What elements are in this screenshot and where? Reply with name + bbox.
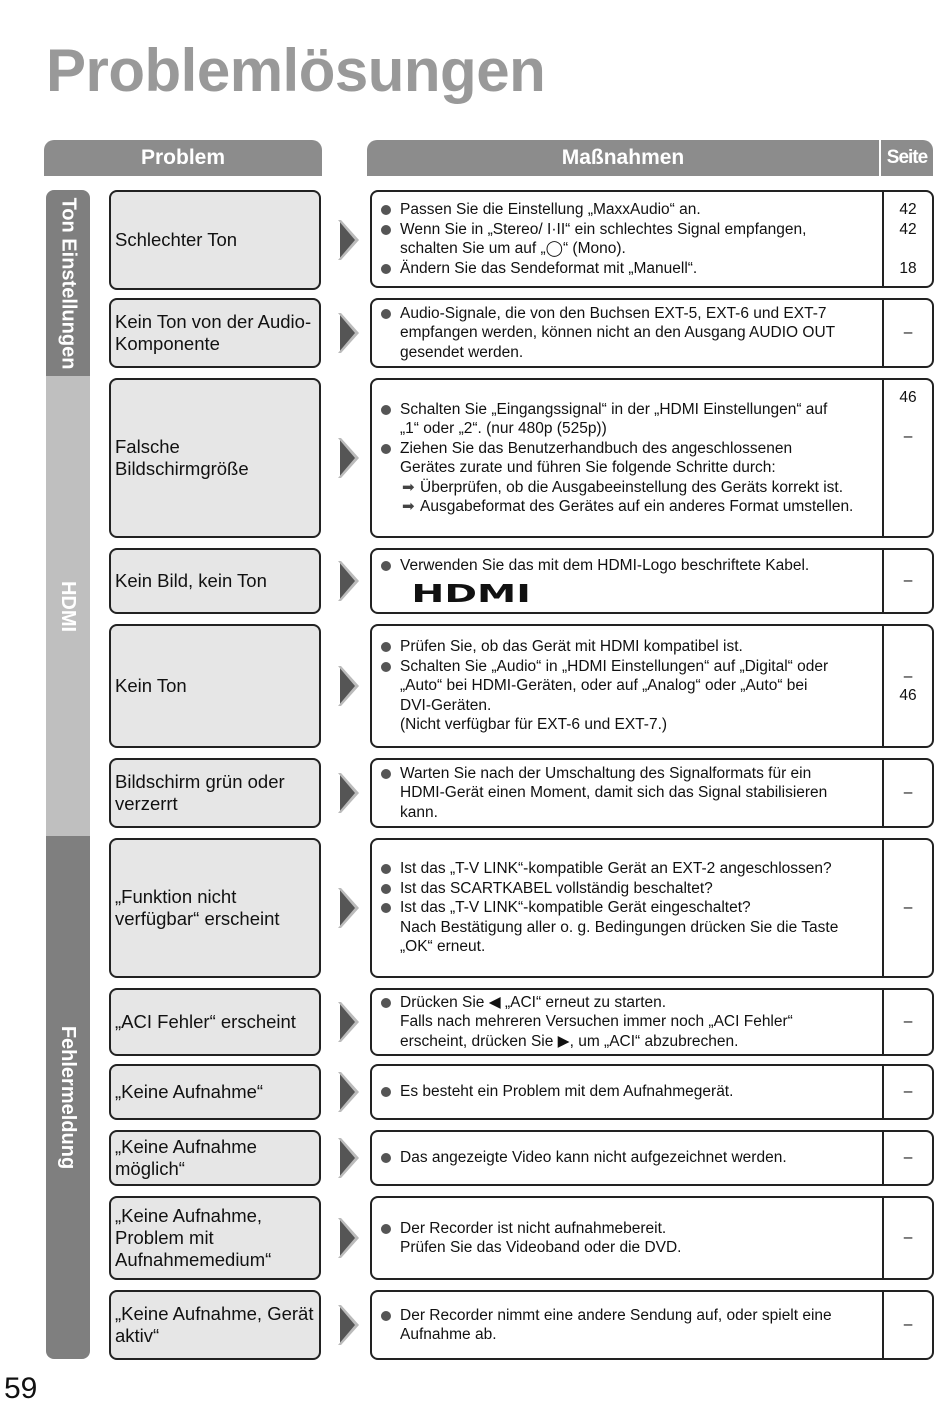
measure-text: schalten Sie um auf „◯“ (Mono). [400,240,626,257]
problem-label: Bildschirm grün oder verzerrt [115,771,285,814]
measure-bullet [378,304,878,324]
page-reference: 18 [899,259,917,277]
problem-cell [109,1290,321,1360]
measure-text: „1“ oder „2“. (nur 480p (525p)) [400,420,607,437]
arrow-right-icon [337,771,361,815]
measure-line [378,1012,878,1032]
section-tab-fehler [46,836,90,1359]
problem-cell [109,1130,321,1186]
measure-bullet [378,259,878,279]
problem-label: „Keine Aufnahme“ [115,1081,264,1102]
measure-text: Warten Sie nach der Umschaltung des Signalformats für ein [400,764,812,782]
measure-bullet [378,657,878,677]
measure-text: „Auto“ bei HDMI-Geräten, oder auf „Analog“ oder „Auto“ bei [400,677,808,695]
problem-cell [109,758,321,828]
measure-line [378,1238,878,1258]
measure-text: Der Recorder nimmt eine andere Sendung auf, oder spielt eine [400,1306,832,1324]
measure-text: Gerätes zurate und führen Sie folgende Schritte durch: [400,459,776,476]
measure-line [378,783,878,803]
measure-cell [370,548,934,614]
measure-text: Ist das „T-V LINK“-kompatible Gerät an EXT-2 angeschlossen? [400,860,832,878]
measure-text: Drücken Sie ◀ „ACI“ erneut zu starten. [400,993,667,1011]
measure-list [372,1198,882,1278]
measure-text: Schalten Sie „Audio“ in „HDMI Einstellungen“ auf „Digital“ oder [400,657,829,675]
measure-text: Prüfen Sie das Videoband oder die DVD. [400,1239,682,1256]
page-reference-cell [882,300,932,366]
arrow-step-icon: ➡ [402,498,415,515]
page-reference-cell [882,1292,932,1358]
measure-list [372,760,882,826]
arrow-right-icon [337,1136,361,1180]
measure-list [372,300,882,366]
page-reference: – [903,324,913,342]
measure-text: HDMI-Gerät einen Moment, damit sich das Signal stabilisieren [400,784,828,802]
header-problem: Problem [44,140,322,176]
measure-line [378,937,878,957]
page-reference-cell [882,1132,932,1184]
measure-text: erscheint, drücken Sie ▶, um „ACI“ abzubrechen. [400,1032,739,1050]
problem-label: Kein Ton von der Audio-Komponente [115,311,312,354]
measure-cell [370,838,934,978]
measure-text: Falls nach mehreren Versuchen immer noch „ACI Fehler“ [400,1013,793,1031]
measure-text: Ausgabeformat des Gerätes auf ein anderes Format umstellen. [420,498,854,515]
measure-bullet [378,1148,878,1168]
measure-text: kann. [400,803,438,821]
measure-cell [370,1290,934,1360]
measure-bullet [378,764,878,784]
problem-label: Schlechter Ton [115,229,238,250]
page-reference: – [903,572,913,590]
measure-substep [378,497,878,517]
measure-line [378,696,878,716]
page-reference-cell [882,1066,932,1118]
arrow-right-icon [337,664,361,708]
measure-text: Es besteht ein Problem mit dem Aufnahmegerät. [400,1083,734,1101]
measure-list [372,840,882,976]
measure-text: „OK“ erneut. [400,938,486,956]
measure-text: Ziehen Sie das Benutzerhandbuch des angeschlossenen [400,439,793,457]
measure-text: Das angezeigte Video kann nicht aufgezeichnet werden. [400,1149,787,1167]
measure-bullet [378,439,878,459]
problem-cell [109,1196,321,1280]
arrow-right-icon [337,218,361,262]
page-reference-cell [882,840,932,976]
measure-line [378,239,878,259]
page-reference: 46 [899,389,917,406]
measure-line [378,1032,878,1052]
page-title: Problemlösungen [46,37,546,104]
page-reference: – [903,1083,913,1101]
hdmi-logo [402,582,542,605]
measure-cell [370,190,934,288]
section-tab-hdmi [46,376,90,836]
measure-bullet [378,556,878,576]
measure-text: Audio-Signale, die von den Buchsen EXT-5, EXT-6 und EXT-7 [400,304,827,322]
measure-cell [370,1196,934,1280]
problem-cell [109,624,321,748]
arrow-right-icon [337,1216,361,1260]
measure-line [378,918,878,938]
measure-text: DVI-Geräten. [400,696,492,714]
page-reference-cell [882,626,932,746]
page-reference-cell [882,550,932,612]
section-tab-ton [46,190,90,376]
page-reference: – [903,1149,913,1167]
arrow-right-icon [337,311,361,355]
measure-text: Nach Bestätigung aller o. g. Bedingungen drücken Sie die Taste [400,918,839,936]
measure-cell [370,378,934,538]
measure-list [372,550,882,612]
page-reference: 42 [899,201,917,218]
arrow-step-icon: ➡ [402,478,415,496]
problem-label: Falsche Bildschirmgröße [115,436,249,479]
page-reference-cell [882,760,932,826]
measure-text: (Nicht verfügbar für EXT-6 und EXT-7.) [400,716,668,734]
page-reference: 42 [899,220,917,238]
page-reference [884,239,932,259]
problem-cell [109,838,321,978]
problem-label: „Keine Aufnahme, Problem mit Aufnahmemedium“ [115,1205,272,1270]
arrow-right-icon [337,559,361,603]
page-reference: – [903,1316,913,1334]
problem-label: „ACI Fehler“ erscheint [115,1011,296,1032]
measure-text: Verwenden Sie das mit dem HDMI-Logo beschriftete Kabel. [400,557,810,574]
problem-cell [109,548,321,614]
page-reference: 46 [899,687,917,704]
page-number: 59 [4,1372,38,1405]
measure-bullet [378,1306,878,1326]
measure-text: Wenn Sie in „Stereo/ I·II“ ein schlechtes Signal empfangen, [400,220,807,238]
problem-cell [109,988,321,1056]
measure-text: empfangen werden, können nicht an den Ausgang AUDIO OUT [400,324,836,342]
page-reference [884,408,932,428]
page-reference-cell [882,380,932,536]
problem-cell [109,1064,321,1120]
arrow-right-icon [337,1000,361,1044]
measure-list [372,626,882,746]
measure-text: Prüfen Sie, ob das Gerät mit HDMI kompatibel ist. [400,638,743,656]
measure-list [372,990,882,1054]
section-label-hdmi: HDMI [57,580,80,632]
problem-label: „Keine Aufnahme möglich“ [115,1136,257,1179]
arrow-right-icon [337,886,361,930]
measure-text: Schalten Sie „Eingangssignal“ in der „HDMI Einstellungen“ auf [400,400,828,418]
measure-text: Der Recorder ist nicht aufnahmebereit. [400,1219,667,1237]
hdmi-logo-text: HDMI [411,581,531,604]
problem-label: „Funktion nicht verfügbar“ erscheint [115,886,280,929]
page-reference: – [903,1229,913,1247]
measure-list [372,1292,882,1358]
page-reference: – [903,667,913,685]
measure-line [378,323,878,343]
measure-bullet [378,859,878,879]
measure-line [378,715,878,735]
problem-label: Kein Ton [115,675,187,696]
problem-label: Kein Bild, kein Ton [115,570,267,591]
measure-text: Ändern Sie das Sendeformat mit „Manuell“. [400,259,698,277]
measure-cell [370,1130,934,1186]
measure-bullet [378,1219,878,1239]
measure-text: Passen Sie die Einstellung „MaxxAudio“ an. [400,201,701,218]
measure-list [372,380,882,536]
section-label-fehler: Fehlermeldung [57,1025,80,1170]
measure-cell [370,298,934,368]
measure-bullet [378,200,878,220]
measure-bullet [378,898,878,918]
measure-text: gesendet werden. [400,343,524,361]
section-label-ton: Ton Einstellungen [57,197,80,369]
measure-bullet [378,879,878,899]
arrow-right-icon [337,1303,361,1347]
page-reference: – [903,1013,913,1031]
measure-line [378,803,878,823]
page-reference: – [903,899,913,917]
measure-bullet [378,400,878,420]
header-seite: Seite [881,140,933,176]
measure-cell [370,988,934,1056]
measure-cell [370,758,934,828]
arrow-right-icon [337,436,361,480]
page-reference-cell [882,1198,932,1278]
measure-substep [378,478,878,498]
measure-text: Aufnahme ab. [400,1326,497,1343]
page-reference: – [903,428,913,445]
measure-cell [370,1064,934,1120]
problem-cell [109,298,321,368]
page-reference-cell [882,192,932,286]
measure-line [378,343,878,363]
arrow-right-icon [337,1070,361,1114]
measure-text: Ist das SCARTKABEL vollständig beschaltet? [400,879,713,897]
problem-cell [109,378,321,538]
measure-text: Überprüfen, ob die Ausgabeeinstellung des Geräts korrekt ist. [420,478,844,496]
measure-line [378,676,878,696]
header-massnahmen: Maßnahmen [367,140,879,176]
measure-text: Ist das „T-V LINK“-kompatible Gerät eingeschaltet? [400,899,751,917]
problem-cell [109,190,321,290]
page-reference-cell [882,990,932,1054]
measure-bullet [378,1082,878,1102]
measure-bullet [378,637,878,657]
measure-list [372,192,882,286]
measure-bullet [378,993,878,1013]
page-reference: – [903,784,913,802]
measure-list [372,1132,882,1184]
measure-line [378,458,878,478]
measure-line [378,419,878,439]
problem-label: „Keine Aufnahme, Gerät aktiv“ [115,1303,314,1346]
measure-line [378,1325,878,1345]
measure-bullet [378,220,878,240]
measure-list [372,1066,882,1118]
measure-cell [370,624,934,748]
